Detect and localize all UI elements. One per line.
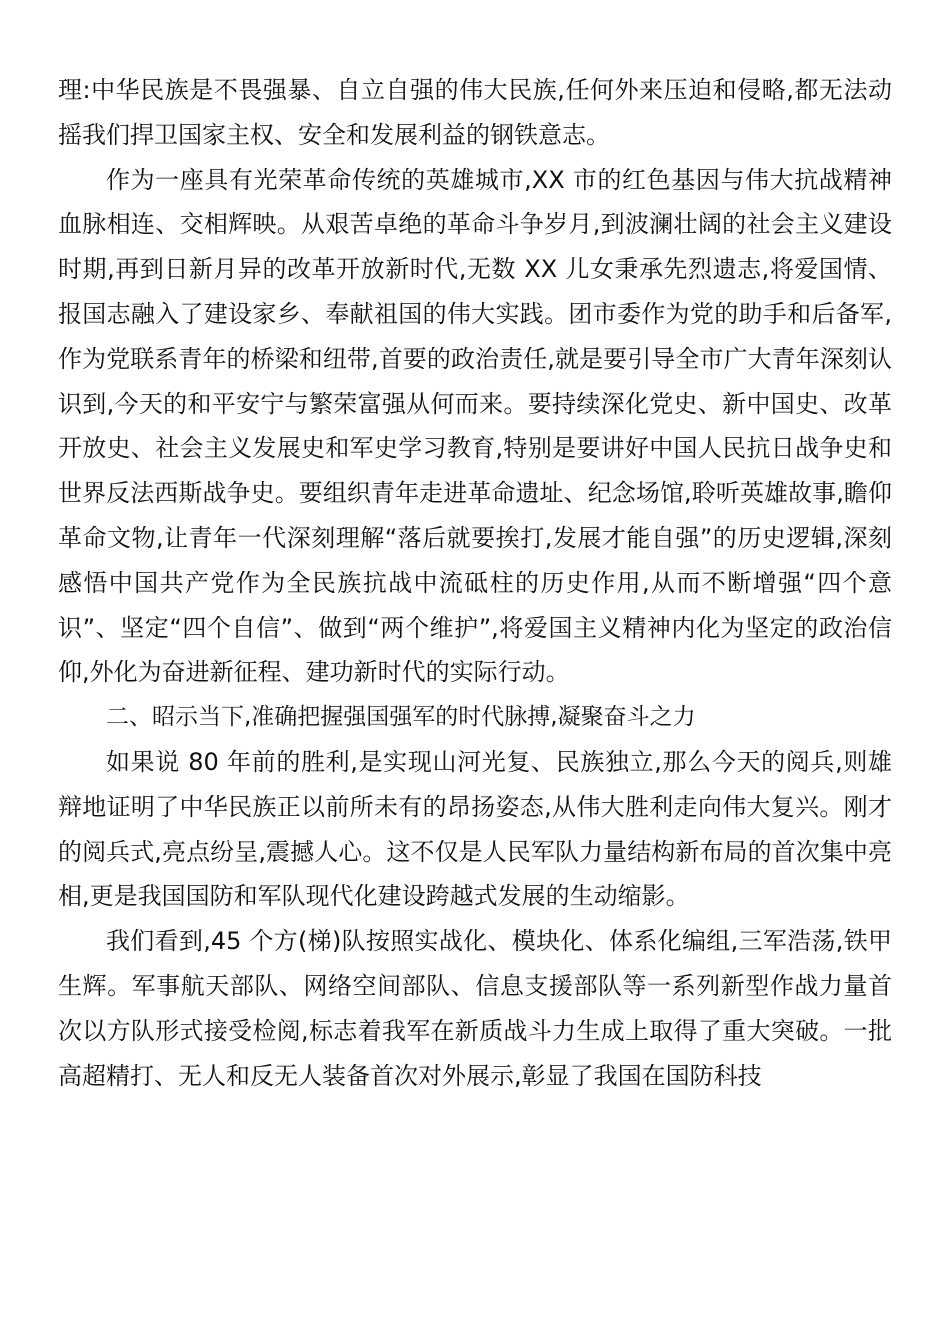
paragraph-parade-victory: 如果说 80 年前的胜利,是实现山河光复、民族独立,那么今天的阅兵,则雄辩地证明了中华民族正以前所未有的昂扬姿态,从伟大胜利走向伟大复兴。刚才的阅兵式,亮点纷呈,震撼人心。这不仅是人民军队力量结构新布局的首次集中亮相,更是我国国防和军队现代化建设跨越式发展的生动缩影。 (58, 747, 892, 911)
paragraph-formations: 我们看到,45 个方(梯)队按照实战化、模块化、体系化编组,三军浩荡,铁甲生辉。军事航天部队、网络空间部队、信息支援部队等一系列新型作战力量首次以方队形式接受检阅,标志着我军在新质战斗力生成上取得了重大突破。一批高超精打、无人和反无人装备首次对外展示,彰显了我国在国防科技 (58, 927, 892, 1090)
section-heading-two: 二、昭示当下,准确把握强国强军的时代脉搏,凝聚奋斗之力 (106, 704, 696, 731)
paragraph-red-gene: 作为一座具有光荣革命传统的英雄城市,XX 市的红色基因与伟大抗战精神血脉相连、交相辉映。从艰苦卓绝的革命斗争岁月,到波澜壮阔的社会主义建设时期,再到日新月异的改革开放新时代,无数 XX 儿女秉承先烈遗志,将爱国情、报国志融入了建设家乡、奉献祖国的伟大实践。团市委作为党的助手和后备军,作为党联系青年的桥梁和纽带,首要的政治责任,就是要引导全市广大青年深刻认识到,今天的和平安宁与繁荣富强从何而来。要持续深化党史、新中国史、改革开放史、社会主义发展史和军史学习教育,特别是要讲好中国人民抗日战争史和世界反法西斯战争史。要组织青年走进革命遗址、纪念场馆,聆听英雄故事,瞻仰革命文物,让青年一代深刻理解“落后就要挨打,发展才能自强”的历史逻辑,深刻感悟中国共产党作为全民族抗战中流砥柱的历史作用,从而不断增强“四个意识”、坚定“四个自信”、做到“两个维护”,将爱国主义精神内化为坚定的政治信仰,外化为奋进新征程、建功新时代的实际行动。 (58, 165, 892, 687)
paragraph-continuation: 理:中华民族是不畏强暴、自立自强的伟大民族,任何外来压迫和侵略,都无法动摇我们捍卫国家主权、安全和发展利益的钢铁意志。 (58, 76, 892, 149)
